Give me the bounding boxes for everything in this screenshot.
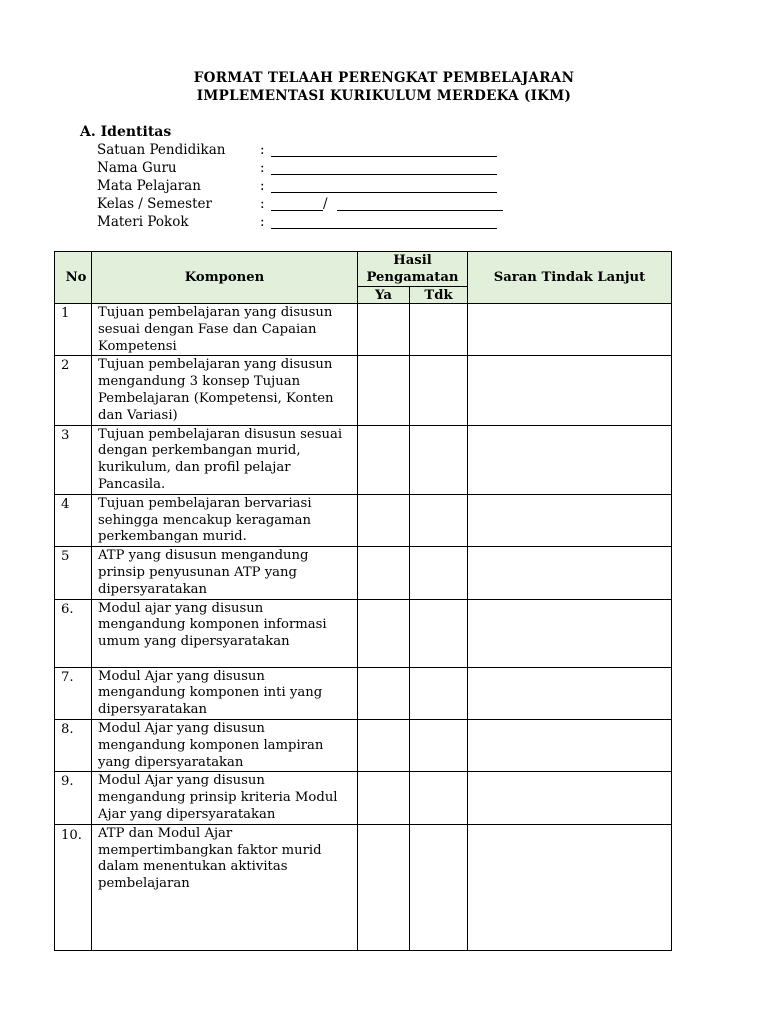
cell-ya[interactable] bbox=[358, 356, 410, 425]
document-title-line-2: IMPLEMENTASI KURIKULUM MERDEKA (IKM) bbox=[196, 88, 572, 104]
cell-saran[interactable] bbox=[468, 494, 672, 546]
cell-saran[interactable] bbox=[468, 547, 672, 599]
header-hasil-pengamatan bbox=[358, 252, 468, 287]
cell-saran[interactable] bbox=[468, 772, 672, 824]
row-number: 3 bbox=[55, 425, 92, 494]
row-number: 1 bbox=[55, 304, 92, 356]
cell-tdk[interactable] bbox=[410, 425, 468, 494]
table-row bbox=[55, 824, 672, 950]
cell-ya[interactable] bbox=[358, 772, 410, 824]
cell-saran[interactable] bbox=[468, 304, 672, 356]
cell-tdk[interactable] bbox=[410, 824, 468, 950]
header-hasil-line1: Hasil bbox=[393, 253, 432, 268]
cell-tdk[interactable] bbox=[410, 772, 468, 824]
fill-in-line[interactable] bbox=[271, 156, 497, 157]
cell-tdk[interactable] bbox=[410, 667, 468, 719]
table-row bbox=[55, 304, 672, 356]
table-row bbox=[55, 719, 672, 771]
cell-ya[interactable] bbox=[358, 667, 410, 719]
row-komponen: ATP dan Modul Ajar mempertimbangkan faktor murid dalam menentukan aktivitas pembelajaran bbox=[92, 824, 358, 950]
header-tdk: Tdk bbox=[410, 287, 468, 304]
fill-in-line[interactable] bbox=[271, 192, 497, 193]
identity-row-nama-guru bbox=[97, 160, 517, 178]
cell-tdk[interactable] bbox=[410, 599, 468, 667]
telaah-table bbox=[54, 251, 672, 951]
row-number: 9. bbox=[55, 772, 92, 824]
identity-label: Mata Pelajaran bbox=[97, 178, 201, 194]
fill-in-line-kelas[interactable] bbox=[271, 210, 323, 211]
identity-row-mata-pelajaran bbox=[97, 178, 517, 196]
identity-label: Kelas / Semester bbox=[97, 196, 212, 212]
header-komponen: Komponen bbox=[92, 252, 358, 304]
table-row bbox=[55, 547, 672, 599]
cell-ya[interactable] bbox=[358, 304, 410, 356]
fill-in-line[interactable] bbox=[271, 228, 497, 229]
cell-ya[interactable] bbox=[358, 494, 410, 546]
header-ya: Ya bbox=[358, 287, 410, 304]
cell-saran[interactable] bbox=[468, 356, 672, 425]
identity-colon: : bbox=[260, 178, 265, 194]
row-number: 8. bbox=[55, 719, 92, 771]
document-title-line-1: FORMAT TELAAH PERENGKAT PEMBELAJARAN bbox=[193, 70, 575, 86]
row-komponen: Tujuan pembelajaran yang disusun sesuai dengan Fase dan Capaian Kompetensi bbox=[92, 304, 358, 356]
cell-ya[interactable] bbox=[358, 547, 410, 599]
row-number: 10. bbox=[55, 824, 92, 950]
cell-ya[interactable] bbox=[358, 425, 410, 494]
cell-saran[interactable] bbox=[468, 425, 672, 494]
fill-in-line-semester[interactable] bbox=[337, 210, 503, 211]
table-row bbox=[55, 667, 672, 719]
header-hasil-line2: Pengamatan bbox=[366, 270, 459, 285]
cell-ya[interactable] bbox=[358, 599, 410, 667]
cell-tdk[interactable] bbox=[410, 304, 468, 356]
slash-separator: / bbox=[323, 196, 328, 212]
cell-tdk[interactable] bbox=[410, 494, 468, 546]
cell-tdk[interactable] bbox=[410, 719, 468, 771]
section-heading-identitas: A. Identitas bbox=[80, 124, 172, 140]
row-number: 6. bbox=[55, 599, 92, 667]
identity-label: Materi Pokok bbox=[97, 214, 189, 230]
row-komponen: Modul Ajar yang disusun mengandung komponen lampiran yang dipersyaratakan bbox=[92, 719, 358, 771]
table-row bbox=[55, 425, 672, 494]
row-number: 7. bbox=[55, 667, 92, 719]
row-number: 4 bbox=[55, 494, 92, 546]
cell-saran[interactable] bbox=[468, 824, 672, 950]
identity-colon: : bbox=[260, 214, 265, 230]
row-number: 5 bbox=[55, 547, 92, 599]
cell-tdk[interactable] bbox=[410, 356, 468, 425]
identity-colon: : bbox=[260, 160, 265, 176]
cell-saran[interactable] bbox=[468, 599, 672, 667]
row-komponen: Tujuan pembelajaran disusun sesuai dengan perkembangan murid, kurikulum, dan profil pelajar Pancasila. bbox=[92, 425, 358, 494]
table-row bbox=[55, 494, 672, 546]
row-komponen: Tujuan pembelajaran yang disusun mengandung 3 konsep Tujuan Pembelajaran (Kompetensi, Konten dan Variasi) bbox=[92, 356, 358, 425]
identity-colon: : bbox=[260, 196, 265, 212]
cell-ya[interactable] bbox=[358, 719, 410, 771]
table-row bbox=[55, 772, 672, 824]
row-komponen: Modul Ajar yang disusun mengandung komponen inti yang dipersyaratakan bbox=[92, 667, 358, 719]
cell-saran[interactable] bbox=[468, 719, 672, 771]
header-no: No bbox=[55, 252, 92, 304]
table-row bbox=[55, 599, 672, 667]
row-komponen: Modul ajar yang disusun mengandung komponen informasi umum yang dipersyaratakan bbox=[92, 599, 358, 667]
header-saran-tindak-lanjut: Saran Tindak Lanjut bbox=[468, 252, 672, 304]
identity-label: Satuan Pendidikan bbox=[97, 142, 226, 158]
fill-in-line[interactable] bbox=[271, 174, 497, 175]
identity-row-satuan-pendidikan bbox=[97, 142, 517, 160]
identity-colon: : bbox=[260, 142, 265, 158]
identity-label: Nama Guru bbox=[97, 160, 177, 176]
row-komponen: Modul Ajar yang disusun mengandung prinsip kriteria Modul Ajar yang dipersyaratakan bbox=[92, 772, 358, 824]
cell-ya[interactable] bbox=[358, 824, 410, 950]
identity-row-kelas-semester bbox=[97, 196, 517, 214]
cell-tdk[interactable] bbox=[410, 547, 468, 599]
row-komponen: ATP yang disusun mengandung prinsip penyusunan ATP yang dipersyaratakan bbox=[92, 547, 358, 599]
identity-row-materi-pokok bbox=[97, 214, 517, 232]
cell-saran[interactable] bbox=[468, 667, 672, 719]
row-komponen: Tujuan pembelajaran bervariasi sehingga mencakup keragaman perkembangan murid. bbox=[92, 494, 358, 546]
table-row bbox=[55, 356, 672, 425]
row-number: 2 bbox=[55, 356, 92, 425]
